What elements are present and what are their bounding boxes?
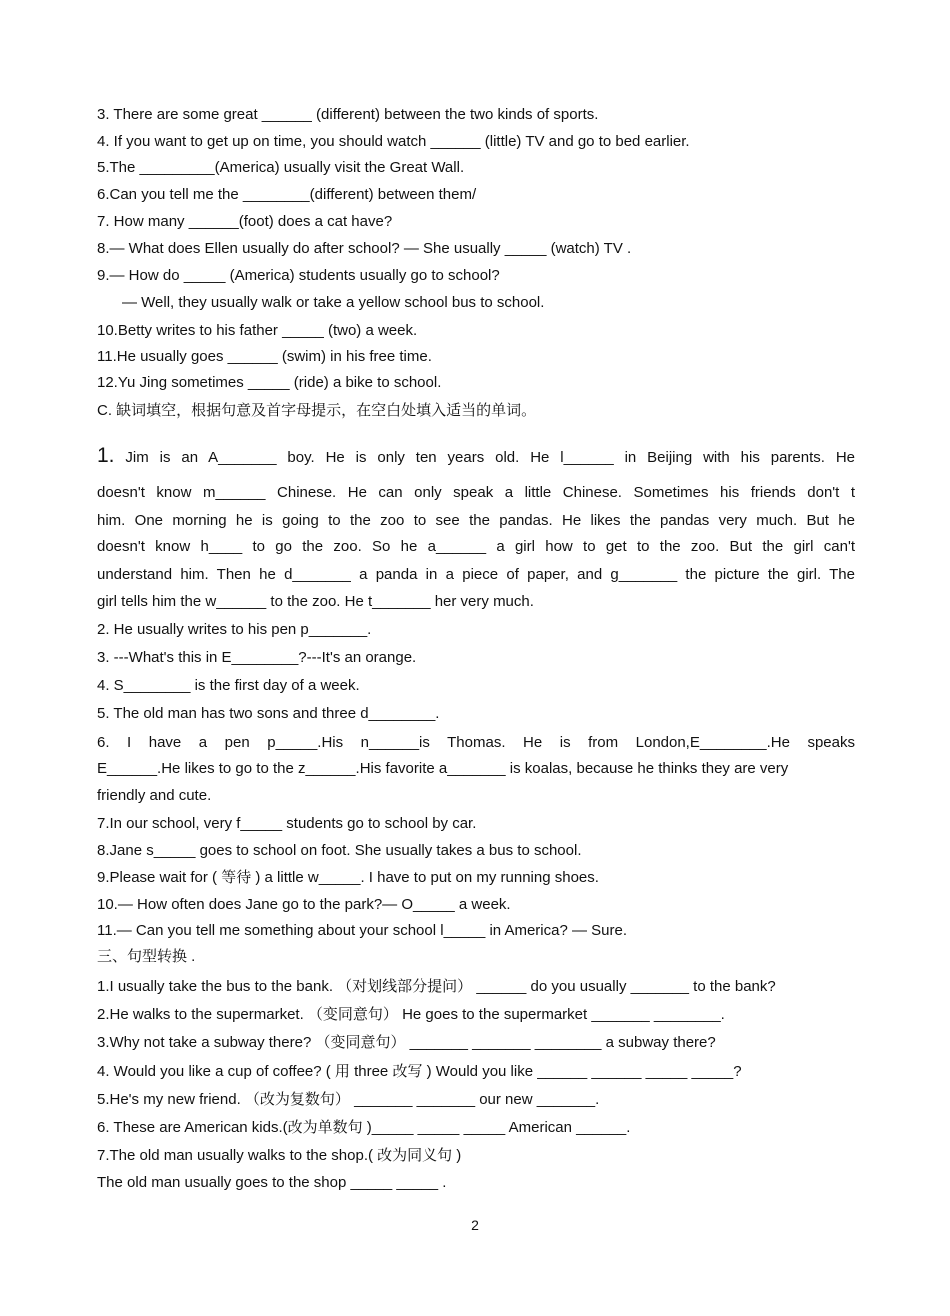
exercise-b-item-12: 12.Yu Jing sometimes _____ (ride) a bike to school. (97, 374, 442, 391)
exercise-c-item-8: 8.Jane s_____ goes to school on foot. She usually takes a bus to school. (97, 842, 582, 859)
exercise-b-item-10: 10.Betty writes to his father _____ (two) a week. (97, 322, 418, 339)
section-c-heading: C. 缺词填空，根据句意及首字母提示，在空白处填入适当的单词。 (97, 402, 537, 419)
passage-line-2: doesn't know m______ Chinese. He can only speak a little Chinese. Sometimes his friends don't t (97, 484, 855, 501)
exercise-b-item-9-question: 9.— How do _____ (America) students usually go to school? (97, 267, 500, 284)
exercise-b-item-9-answer: — Well, they usually walk or take a yellow school bus to school. (122, 294, 545, 311)
exercise-c-item-11: 11.— Can you tell me something about your school l_____ in America? — Sure. (97, 922, 628, 939)
transform-item-2: 2.He walks to the supermarket. （变同意句） He goes to the supermarket _______ ________. (97, 1006, 725, 1023)
passage-number: 1. (97, 444, 115, 467)
exercise-b-item-8: 8.— What does Ellen usually do after school? — She usually _____ (watch) TV . (97, 240, 632, 257)
exercise-b-item-4: 4. If you want to get up on time, you should watch ______ (little) TV and go to bed earlier. (97, 133, 690, 150)
transform-item-6: 6. These are American kids.(改为单数句 )_____ _____ _____ American ______. (97, 1119, 631, 1136)
exercise-c-item-10: 10.— How often does Jane go to the park?— O_____ a week. (97, 896, 511, 913)
exercise-c-item-2: 2. He usually writes to his pen p_______. (97, 621, 372, 638)
section-3-heading: 三、句型转换 . (97, 948, 196, 965)
exercise-c-item-6-line-1: 6. I have a pen p_____.His n______is Thomas. He is from London,E________.He speaks (97, 734, 855, 751)
passage-line-4: doesn't know h____ to go the zoo. So he a______ a girl how to get to the zoo. But the girl can't (97, 538, 855, 555)
exercise-c-item-3: 3. ---What's this in E________?---It's an orange. (97, 649, 417, 666)
transform-item-3: 3.Why not take a subway there? （变同意句） _______ _______ ________ a subway there? (97, 1034, 716, 1051)
exercise-c-item-9: 9.Please wait for ( 等待 ) a little w_____. I have to put on my running shoes. (97, 869, 599, 886)
exercise-c-item-6-line-2: E______.He likes to go to the z______.His favorite a_______ is koalas, because he thinks they are very (97, 760, 789, 777)
exercise-c-item-7: 7.In our school, very f_____ students go to school by car. (97, 815, 477, 832)
passage-line-5: understand him. Then he d_______ a panda in a piece of paper, and g_______ the picture the girl. The (97, 566, 855, 583)
transform-item-7-answer: The old man usually goes to the shop _____ _____ . (97, 1174, 447, 1191)
transform-item-5: 5.He's my new friend. （改为复数句） _______ _______ our new _______. (97, 1091, 600, 1108)
exercise-b-item-3: 3. There are some great ______ (different) between the two kinds of sports. (97, 106, 599, 123)
transform-item-1: 1.I usually take the bus to the bank. （对划线部分提问） ______ do you usually _______ to the bank? (97, 978, 776, 995)
exercise-b-item-6: 6.Can you tell me the ________(different) between them/ (97, 186, 477, 203)
passage-text-1: Jim is an A_______ boy. He is only ten years old. He l______ in Beijing with his parents. He (125, 449, 855, 466)
exercise-c-item-6-line-3: friendly and cute. (97, 787, 212, 804)
page-number: 2 (471, 1217, 479, 1233)
transform-item-4: 4. Would you like a cup of coffee? ( 用 three 改写 ) Would you like ______ ______ _____ _____? (97, 1063, 742, 1080)
exercise-c-item-4: 4. S________ is the first day of a week. (97, 677, 360, 694)
passage-line-6: girl tells him the w______ to the zoo. He t_______ her very much. (97, 593, 534, 610)
transform-item-7: 7.The old man usually walks to the shop.( 改为同义句 ) (97, 1147, 462, 1164)
exercise-c-item-5: 5. The old man has two sons and three d________. (97, 705, 440, 722)
passage-line-3: him. One morning he is going to the zoo to see the pandas. He likes the pandas very much. But he (97, 512, 855, 529)
exercise-b-item-11: 11.He usually goes ______ (swim) in his free time. (97, 348, 432, 365)
exercise-b-item-5: 5.The _________(America) usually visit the Great Wall. (97, 159, 465, 176)
exercise-b-item-7: 7. How many ______(foot) does a cat have? (97, 213, 393, 230)
passage-line-1 (97, 446, 855, 468)
